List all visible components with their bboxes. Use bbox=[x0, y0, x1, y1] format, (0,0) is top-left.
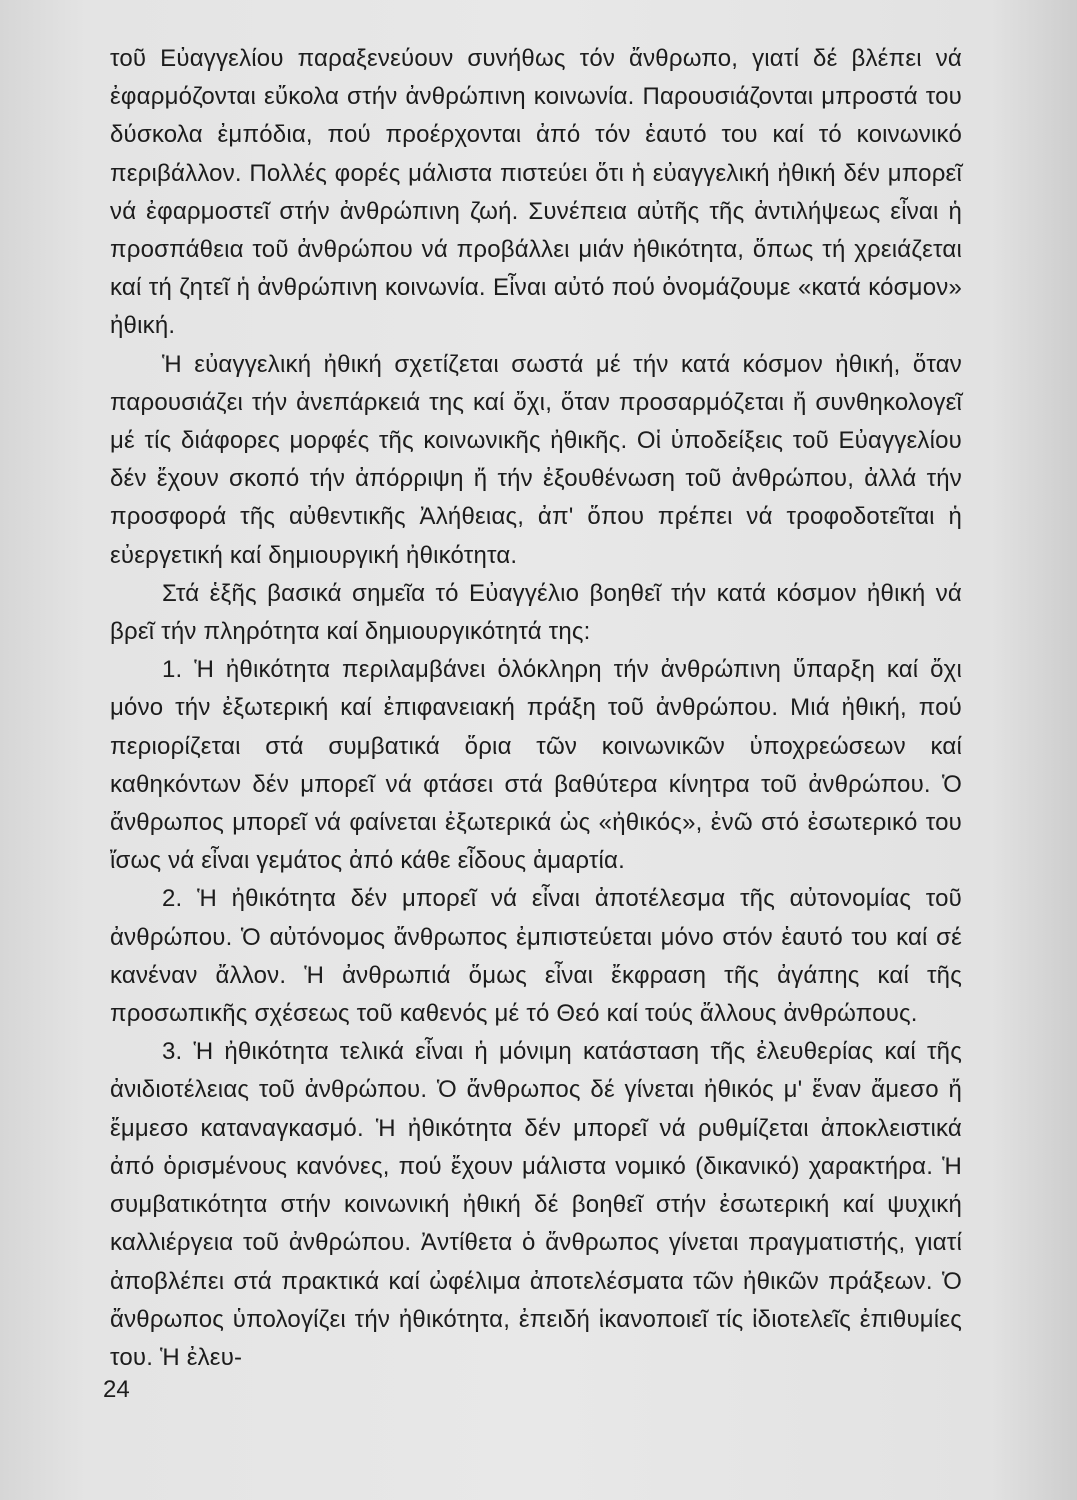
page-number: 24 bbox=[103, 1376, 130, 1403]
paragraph-point-1: 1. Ἡ ἠθικότητα περιλαμβάνει ὁλόκληρη τήν ἀνθρώπινη ὕπαρξη καί ὄχι μόνο τήν ἐξωτερική καί ἐπιφανειακή πράξη τοῦ ἀνθρώπου. Μιά ἠθική, πού περιορίζεται στά συμβατικά ὅρια τῶν κοινωνικῶν ὑποχρεώσεων καί καθηκόντων δέν μπορεῖ νά φτάσει στά βαθύτερα κίνητρα τοῦ ἀνθρώπου. Ὁ ἄνθρωπος μπορεῖ νά φαίνεται ἐξωτερικά ὡς «ἠθικός», ἐνῶ στό ἐσωτερικό του ἴσως νά εἶναι γεμάτος ἀπό κάθε εἶδους ἁμαρτία. bbox=[110, 656, 962, 875]
paragraph-basic-points: Στά ἑξῆς βασικά σημεῖα τό Εὐαγγέλιο βοηθεῖ τήν κατά κόσμον ἠθική νά βρεῖ τήν πληρότητα καί δημιουργικότητά της: bbox=[110, 579, 962, 646]
body-text bbox=[110, 40, 962, 1377]
paragraph-point-3: 3. Ἡ ἠθικότητα τελικά εἶναι ἡ μόνιμη κατάσταση τῆς ἐλευθερίας καί τῆς ἀνιδιοτέλειας τοῦ ἀνθρώπου. Ὁ ἄνθρωπος δέ γίνεται ἠθικός μ' ἕναν ἄμεσο ἤ ἔμμεσο καταναγκασμό. Ἡ ἠθικότητα δέν μπορεῖ νά ρυθμίζεται ἀποκλειστικά ἀπό ὁρισμένους κανόνες, πού ἔχουν μάλιστα νομικό (δικανικό) χαρακτήρα. Ἡ συμβατικότητα στήν κοινωνική ἠθική δέ βοηθεῖ στήν ἐσωτερική καί ψυχική καλλιέργεια τοῦ ἀνθρώπου. Ἀντίθετα ὁ ἄνθρωπος γίνεται πραγματιστής, γιατί ἀποβλέπει στά πρακτικά καί ὠφέλιμα ἀποτελέσματα τῶν ἠθικῶν πράξεων. Ὁ ἄνθρωπος ὑπολογίζει τήν ἠθικότητα, ἐπειδή ἱκανοποιεῖ τίς ἰδιοτελεῖς ἐπιθυμίες του. Ἡ ἐλευ- bbox=[110, 1038, 962, 1371]
paragraph-evangelical-ethics: Ἡ εὐαγγελική ἠθική σχετίζεται σωστά μέ τήν κατά κόσμον ἠθική, ὅταν παρουσιάζει τήν ἀνεπάρκειά της καί ὄχι, ὅταν προσαρμόζεται ἤ συνθηκολογεῖ μέ τίς διάφορες μορφές τῆς κοινωνικῆς ἠθικῆς. Οἱ ὑποδείξεις τοῦ Εὐαγγελίου δέν ἔχουν σκοπό τήν ἀπόρριψη ἤ τήν ἐξουθένωση τοῦ ἀνθρώπου, ἀλλά τήν προσφορά τῆς αὐθεντικῆς Ἀλήθειας, ἀπ' ὅπου πρέπει νά τροφοδοτεῖται ἡ εὐεργετική καί δημιουργική ἠθικότητα. bbox=[110, 350, 962, 569]
paragraph-point-2: 2. Ἡ ἠθικότητα δέν μπορεῖ νά εἶναι ἀποτέλεσμα τῆς αὐτονομίας τοῦ ἀνθρώπου. Ὁ αὐτόνομος ἄνθρωπος ἐμπιστεύεται μόνο στόν ἑαυτό του καί σέ κανέναν ἄλλον. Ἡ ἀνθρωπιά ὅμως εἶναι ἔκφραση τῆς ἀγάπης καί τῆς προσωπικῆς σχέσεως τοῦ καθενός μέ τό Θεό καί τούς ἄλλους ἀνθρώπους. bbox=[110, 885, 962, 1028]
paragraph-intro: τοῦ Εὐαγγελίου παραξενεύουν συνήθως τόν ἄνθρωπο, γιατί δέ βλέπει νά ἐφαρμόζονται εὔκολα στήν ἀνθρώπινη κοινωνία. Παρουσιάζονται μπροστά του δύσκολα ἐμπόδια, πού προέρχονται ἀπό τόν ἑαυτό του καί τό κοινωνικό περιβάλλον. Πολλές φορές μάλιστα πιστεύει ὅτι ἡ εὐαγγελική ἠθική δέν μπορεῖ νά ἐφαρμοστεῖ στήν ἀνθρώπινη ζωή. Συνέπεια αὐτῆς τῆς ἀντιλήψεως εἶναι ἡ προσπάθεια τοῦ ἀνθρώπου νά προβάλλει μιάν ἠθικότητα, ὅπως τή χρειάζεται καί τή ζητεῖ ἡ ἀνθρώπινη κοινωνία. Εἶναι αὐτό πού ὀνομάζουμε «κατά κόσμον» ἠθική. bbox=[110, 45, 962, 340]
